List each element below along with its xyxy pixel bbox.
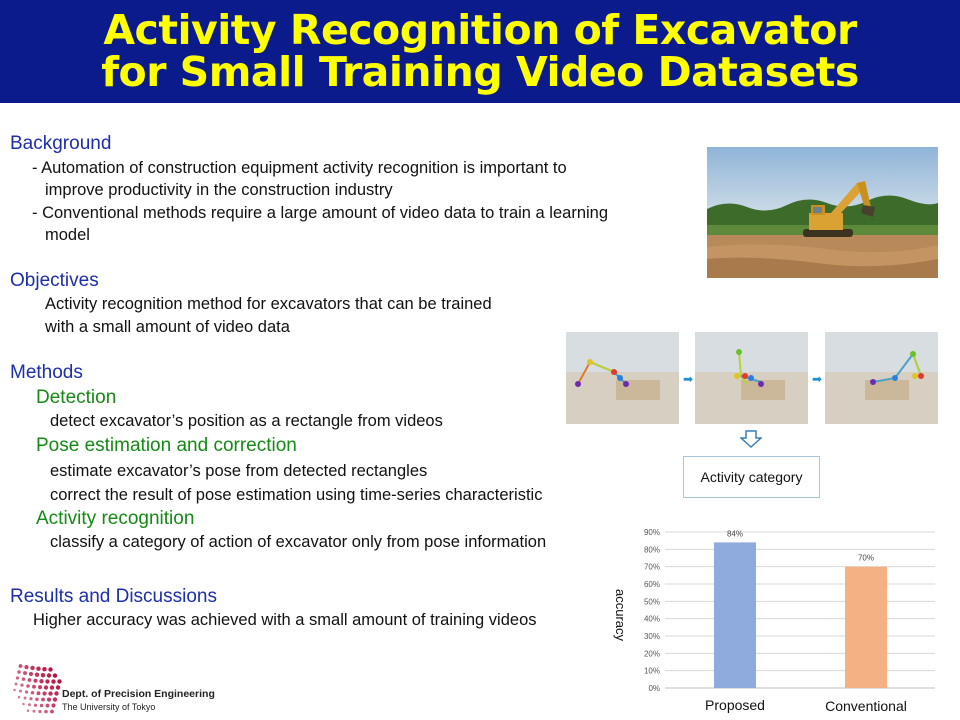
pose-frame-1 — [566, 332, 679, 424]
y-tick-label: 10% — [643, 666, 660, 676]
pose-line-1: estimate excavator’s pose from detected rectangles — [50, 462, 428, 480]
department-logo — [6, 660, 62, 719]
y-tick-label: 50% — [643, 597, 660, 607]
detection-heading: Detection — [36, 387, 117, 408]
results-heading: Results and Discussions — [10, 586, 217, 607]
pose-frame-3 — [825, 332, 938, 424]
arrow-right-icon-2: ➡ — [812, 372, 823, 386]
background-bullet-2-line-2: model — [45, 226, 90, 244]
activity-text: classify a category of action of excavator only from pose information — [50, 533, 547, 551]
background-bullet-1-line-2: improve productivity in the construction industry — [45, 181, 393, 199]
pose-line-2: correct the result of pose estimation using time-series characteristic — [50, 486, 543, 504]
detection-text: detect excavator’s position as a rectangle from videos — [50, 412, 443, 430]
y-tick-label: 70% — [643, 562, 660, 572]
accuracy-chart — [610, 520, 940, 720]
y-tick-label: 30% — [643, 632, 660, 641]
down-arrow-icon — [740, 430, 762, 453]
activity-category-box: Activity category — [683, 456, 820, 498]
logo-univ-text: The University of Tokyo — [62, 702, 156, 712]
objectives-line-1: Activity recognition method for excavators that can be trained — [45, 295, 492, 313]
arrow-right-icon-1: ➡ — [683, 372, 694, 386]
y-tick-label: 90% — [643, 528, 660, 537]
y-tick-label: 60% — [643, 580, 660, 589]
y-tick-label: 80% — [643, 545, 660, 555]
excavator-photo — [707, 147, 938, 278]
background-bullet-1-line-1: - Automation of construction equipment activity recognition is important to — [32, 159, 567, 177]
title-bar — [0, 0, 960, 103]
title-line-1: Activity Recognition of Excavator — [103, 6, 857, 54]
activity-heading: Activity recognition — [36, 508, 195, 529]
background-bullet-2-line-1: - Conventional methods require a large amount of video data to train a learning — [32, 204, 609, 222]
logo-dept-text: Dept. of Precision Engineering — [62, 688, 215, 700]
pose-heading: Pose estimation and correction — [36, 435, 297, 456]
results-text: Higher accuracy was achieved with a small amount of training videos — [33, 611, 537, 629]
methods-heading: Methods — [10, 362, 83, 383]
logo-dots-icon — [6, 660, 62, 714]
background-heading: Background — [10, 133, 112, 154]
y-tick-label: 20% — [643, 649, 660, 659]
y-tick-label: 0% — [648, 684, 660, 693]
data-label-proposed: 84% — [726, 529, 744, 539]
title-line-2: for Small Training Video Datasets — [101, 48, 859, 96]
category-label-conventional: Conventional — [825, 698, 907, 714]
objectives-heading: Objectives — [10, 270, 99, 291]
y-tick-label: 40% — [643, 614, 660, 624]
category-label-proposed: Proposed — [705, 697, 765, 713]
y-axis-label: accuracy — [613, 588, 628, 642]
bar-proposed — [714, 542, 756, 688]
objectives-line-2: with a small amount of video data — [45, 318, 290, 336]
bar-conventional — [845, 567, 887, 688]
data-label-conventional: 70% — [857, 553, 875, 563]
pose-frame-2 — [695, 332, 808, 424]
